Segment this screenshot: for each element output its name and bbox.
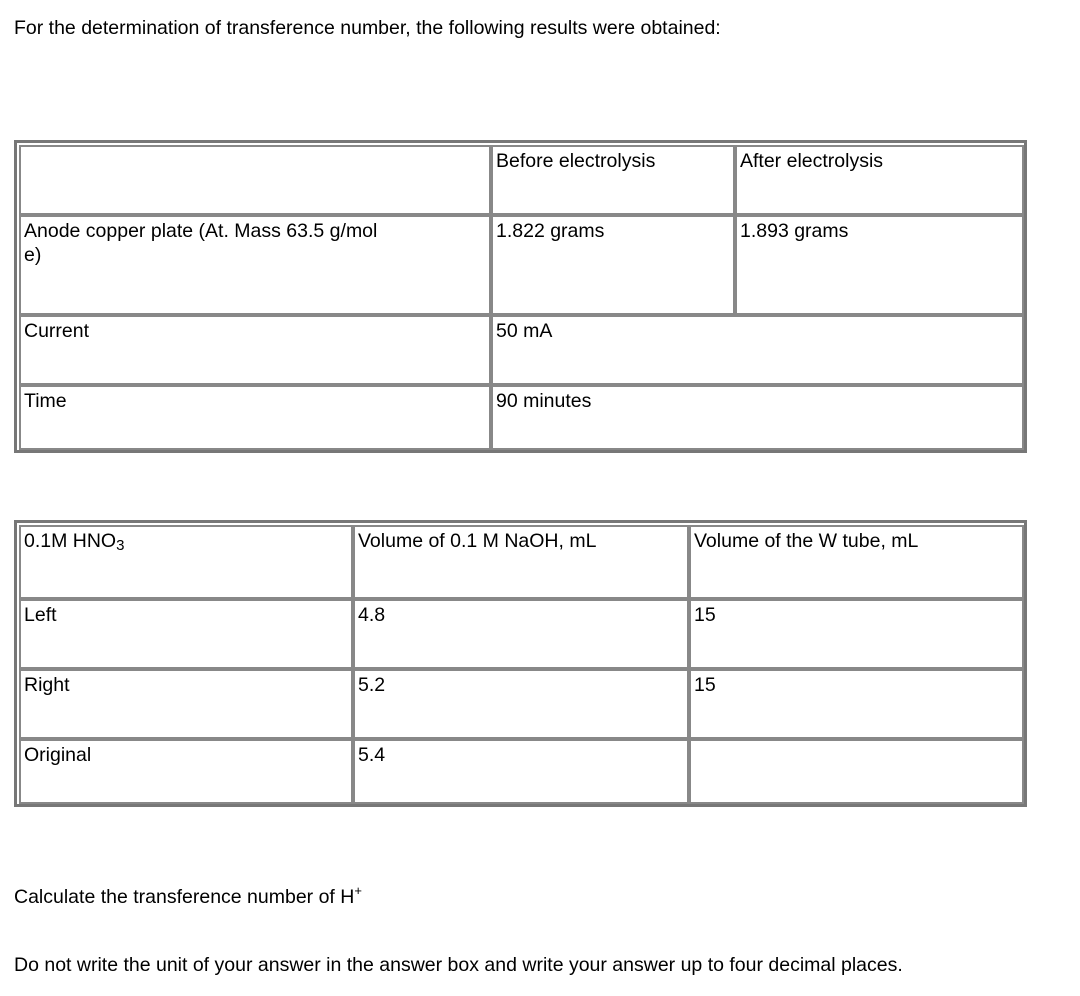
hno3-subscript: 3 [116,537,125,554]
table1-header-after: After electrolysis [735,145,1024,215]
table2-row-original-wtube [689,739,1024,804]
question-text [14,883,362,909]
question-superscript: + [354,883,362,898]
table1-header-blank [19,145,491,215]
question-main: Calculate the transference number of H [14,886,355,908]
hno3-label: 0.1M HNO [24,530,117,552]
table2-header-hno3 [19,525,353,599]
instruction-text: Do not write the unit of your answer in the answer box and write your answer up to four decimal places. [14,954,903,976]
table1-row-time-label: Time [19,385,491,450]
table1-row-current-value: 50 mA [491,315,1024,385]
table2-row-original-naoh: 5.4 [353,739,689,804]
table2-row-right-label: Right [19,669,353,739]
table1-row-current-label: Current [19,315,491,385]
table2-header-naoh: Volume of 0.1 M NaOH, mL [353,525,689,599]
table2-row-right-naoh: 5.2 [353,669,689,739]
table2-row-right-wtube: 15 [689,669,1024,739]
titration-table [14,520,1027,807]
anode-label-line2: e) [24,244,42,267]
table2-row-left-wtube: 15 [689,599,1024,669]
table2-row-original-label: Original [19,739,353,804]
table1-row-anode-label [19,215,491,315]
table1-row-anode-after: 1.893 grams [735,215,1024,315]
table1-row-time-value: 90 minutes [491,385,1024,450]
intro-text: For the determination of transference number, the following results were obtained: [14,17,721,39]
electrolysis-table [14,140,1027,453]
table1-row-anode-before: 1.822 grams [491,215,735,315]
anode-label-line1: Anode copper plate (At. Mass 63.5 g/mol [24,220,378,242]
table1-header-before: Before electrolysis [491,145,735,215]
table2-row-left-naoh: 4.8 [353,599,689,669]
table2-row-left-label: Left [19,599,353,669]
table2-header-wtube: Volume of the W tube, mL [689,525,1024,599]
